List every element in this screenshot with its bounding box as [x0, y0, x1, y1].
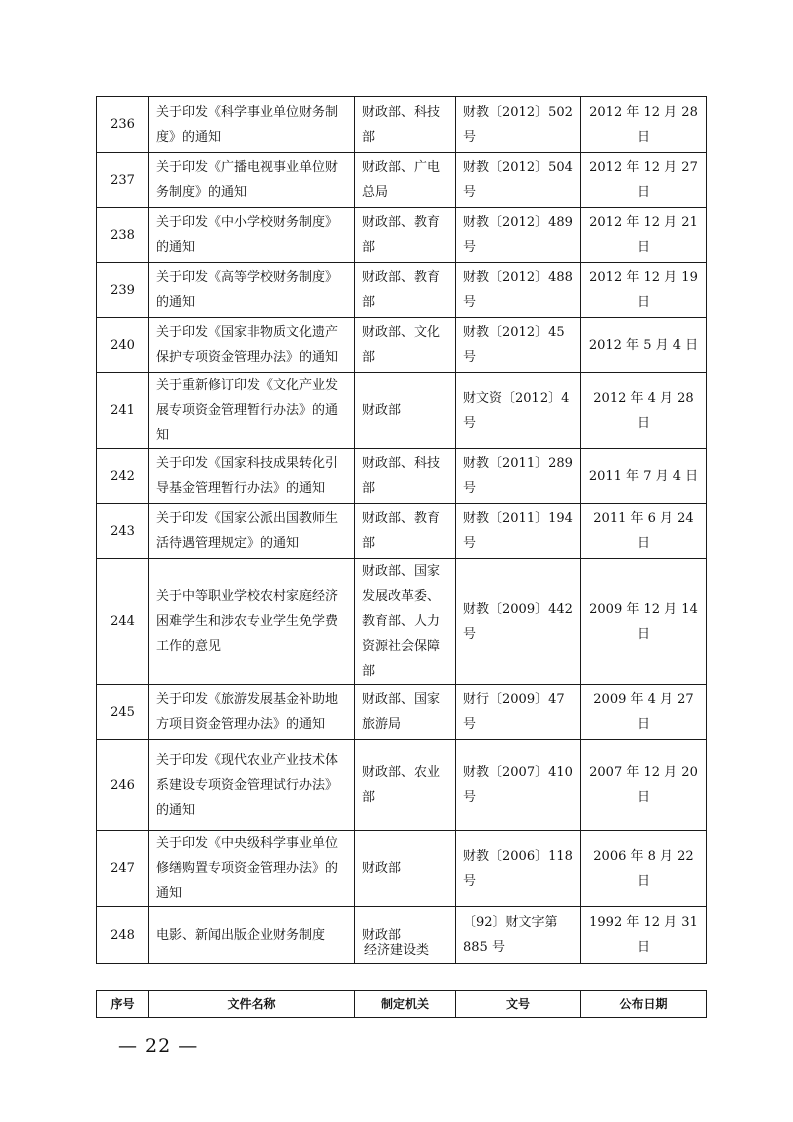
header-publish-date: 公布日期 — [581, 991, 707, 1018]
issuing-authority: 财政部、教育部 — [355, 504, 456, 559]
publish-date: 2012 年 12 月 19 日 — [581, 263, 707, 318]
row-number: 247 — [97, 831, 149, 907]
regulations-table — [96, 96, 707, 964]
row-number: 238 — [97, 208, 149, 263]
publish-date: 2012 年 4 月 28 日 — [581, 373, 707, 449]
issuing-authority: 财政部、国家旅游局 — [355, 685, 456, 740]
publish-date: 2012 年 12 月 27 日 — [581, 153, 707, 208]
issuing-authority: 财政部、科技部 — [355, 97, 456, 153]
document-number: 财教〔2011〕289 号 — [456, 449, 581, 504]
header-serial-number: 序号 — [97, 991, 149, 1018]
publish-date: 2009 年 4 月 27 日 — [581, 685, 707, 740]
document-number: 财教〔2009〕442 号 — [456, 559, 581, 685]
header-document-name: 文件名称 — [149, 991, 355, 1018]
document-name: 关于印发《现代农业产业技术体系建设专项资金管理试行办法》的通知 — [149, 740, 355, 831]
issuing-authority: 财政部、文化部 — [355, 318, 456, 373]
table-row — [97, 559, 707, 685]
row-number: 239 — [97, 263, 149, 318]
table-row — [97, 373, 707, 449]
document-name: 关于印发《国家非物质文化遗产保护专项资金管理办法》的通知 — [149, 318, 355, 373]
table-row — [97, 449, 707, 504]
row-number: 248 — [97, 907, 149, 964]
document-number: 财行〔2009〕47 号 — [456, 685, 581, 740]
document-number: 财教〔2012〕488 号 — [456, 263, 581, 318]
row-number: 246 — [97, 740, 149, 831]
header-row — [97, 991, 707, 1018]
issuing-authority: 财政部、广电总局 — [355, 153, 456, 208]
page-number: — 22 — — [118, 1035, 199, 1057]
document-name: 关于印发《广播电视事业单位财务制度》的通知 — [149, 153, 355, 208]
document-number: 财教〔2012〕489 号 — [456, 208, 581, 263]
issuing-authority: 财政部、国家发展改革委、教育部、人力资源社会保障部 — [355, 559, 456, 685]
document-number: 财教〔2007〕410 号 — [456, 740, 581, 831]
row-number: 242 — [97, 449, 149, 504]
issuing-authority: 财政部、教育部 — [355, 208, 456, 263]
document-name: 电影、新闻出版企业财务制度 — [149, 907, 355, 964]
publish-date: 2006 年 8 月 22 日 — [581, 831, 707, 907]
publish-date: 1992 年 12 月 31 日 — [581, 907, 707, 964]
header-document-number: 文号 — [456, 991, 581, 1018]
document-number: 财教〔2012〕502 号 — [456, 97, 581, 153]
issuing-authority: 财政部 — [355, 373, 456, 449]
document-number: 财教〔2012〕45 号 — [456, 318, 581, 373]
issuing-authority: 财政部、教育部 — [355, 263, 456, 318]
document-name: 关于印发《中央级科学事业单位修缮购置专项资金管理办法》的通知 — [149, 831, 355, 907]
document-name: 关于重新修订印发《文化产业发展专项资金管理暂行办法》的通知 — [149, 373, 355, 449]
row-number: 245 — [97, 685, 149, 740]
row-number: 241 — [97, 373, 149, 449]
row-number: 236 — [97, 97, 149, 153]
document-name: 关于印发《旅游发展基金补助地方项目资金管理办法》的通知 — [149, 685, 355, 740]
issuing-authority: 财政部、科技部 — [355, 449, 456, 504]
row-number: 240 — [97, 318, 149, 373]
publish-date: 2012 年 12 月 21 日 — [581, 208, 707, 263]
table-row — [97, 263, 707, 318]
section-title: 经济建设类 — [363, 943, 429, 958]
issuing-authority: 财政部 — [355, 831, 456, 907]
table-row — [97, 97, 707, 153]
issuing-authority: 财政部、农业部 — [355, 740, 456, 831]
economic-construction-table-header — [96, 990, 707, 1018]
table-row — [97, 208, 707, 263]
document-number: 财教〔2011〕194 号 — [456, 504, 581, 559]
header-issuing-authority: 制定机关 — [355, 991, 456, 1018]
publish-date: 2007 年 12 月 20 日 — [581, 740, 707, 831]
table-row — [97, 318, 707, 373]
row-number: 237 — [97, 153, 149, 208]
document-name: 关于印发《国家科技成果转化引导基金管理暂行办法》的通知 — [149, 449, 355, 504]
document-name: 关于印发《国家公派出国教师生活待遇管理规定》的通知 — [149, 504, 355, 559]
table-row — [97, 504, 707, 559]
table-row — [97, 831, 707, 907]
issuing-authority: 财政部 — [355, 907, 456, 964]
table-row — [97, 153, 707, 208]
document-number: 财教〔2006〕118 号 — [456, 831, 581, 907]
table-row — [97, 685, 707, 740]
publish-date: 2011 年 7 月 4 日 — [581, 449, 707, 504]
table-row — [97, 740, 707, 831]
document-name: 关于印发《中小学校财务制度》的通知 — [149, 208, 355, 263]
document-name: 关于印发《科学事业单位财务制度》的通知 — [149, 97, 355, 153]
publish-date: 2009 年 12 月 14 日 — [581, 559, 707, 685]
publish-date: 2012 年 12 月 28 日 — [581, 97, 707, 153]
document-number: 〔92〕财文字第 885 号 — [456, 907, 581, 964]
document-number: 财文资〔2012〕4 号 — [456, 373, 581, 449]
publish-date: 2011 年 6 月 24 日 — [581, 504, 707, 559]
row-number: 243 — [97, 504, 149, 559]
document-name: 关于印发《高等学校财务制度》的通知 — [149, 263, 355, 318]
document-number: 财教〔2012〕504 号 — [456, 153, 581, 208]
row-number: 244 — [97, 559, 149, 685]
document-name: 关于中等职业学校农村家庭经济困难学生和涉农专业学生免学费工作的意见 — [149, 559, 355, 685]
publish-date: 2012 年 5 月 4 日 — [581, 318, 707, 373]
